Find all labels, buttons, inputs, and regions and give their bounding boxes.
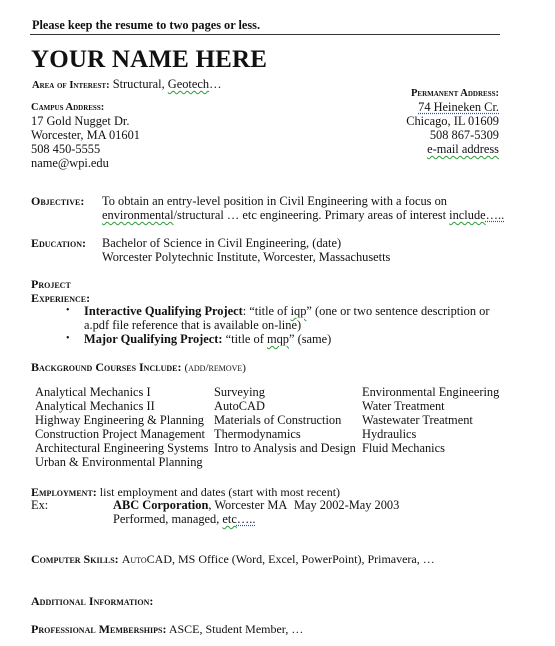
memberships-value: ASCE, Student Member, … — [168, 622, 304, 636]
bullet-iqp: • — [66, 305, 70, 316]
campus-email: name@wpi.edu — [31, 156, 109, 170]
campus-line2: Worcester, MA 01601 — [31, 128, 140, 142]
area-of-interest — [32, 77, 221, 92]
course-item: Highway Engineering & Planning — [35, 413, 204, 427]
interest-value-pre: Structural, — [112, 77, 168, 91]
computer-skills-label: Computer Skills: — [31, 552, 119, 566]
campus-phone: 508 450-5555 — [31, 142, 101, 156]
experience-label: Experience: — [31, 291, 91, 305]
employment-dates: May 2002-May 2003 — [294, 498, 400, 512]
computer-skills — [31, 552, 435, 567]
header-divider — [30, 34, 500, 35]
iqp-title: Interactive Qualifying Project — [84, 304, 243, 318]
iqp-line1 — [84, 304, 489, 318]
iqp-abbrev: iqp — [290, 304, 307, 318]
computer-skills-autocad: AutoCAD — [121, 552, 172, 566]
employment-job — [113, 498, 287, 512]
mqp-text-a: “title of — [222, 332, 267, 346]
employment-duties-ellipsis: ….. — [236, 512, 256, 526]
course-item: Surveying — [214, 385, 265, 399]
objective-ellipsis: ….. — [485, 208, 505, 222]
permanent-address-label: Permanent Address: — [411, 88, 499, 99]
course-item: Architectural Engineering Systems — [35, 441, 209, 455]
permanent-email: e-mail address — [427, 142, 499, 156]
courses-column-1 — [35, 385, 208, 469]
education-line2: Worcester Polytechnic Institute, Worcester, Massachusetts — [102, 250, 391, 264]
course-item: Analytical Mechanics II — [35, 399, 155, 413]
employment-duties — [113, 512, 255, 526]
bullet-mqp: • — [66, 333, 70, 344]
memberships-label: Professional Memberships: — [31, 622, 167, 636]
additional-info-label: Additional Information: — [31, 594, 154, 608]
course-item: Hydraulics — [362, 427, 417, 441]
objective-environmental: environmental — [102, 208, 174, 222]
courses-column-3 — [362, 385, 499, 455]
employment-intro: list employment and dates (start with most recent) — [99, 485, 341, 499]
objective-line2-mid: /structural … etc engineering. Primary areas of interest — [173, 208, 450, 222]
course-item: Urban & Environmental Planning — [35, 455, 203, 469]
permanent-line1: 74 Heineken Cr. — [418, 100, 499, 114]
campus-address-label: Campus Address: — [31, 102, 105, 113]
campus-line1: 17 Gold Nugget Dr. — [31, 114, 130, 128]
education-line1: Bachelor of Science in Civil Engineering, (date) — [102, 236, 342, 250]
mqp-line — [84, 332, 331, 346]
courses-column-2 — [214, 385, 356, 455]
iqp-line2: a.pdf file reference that is available on-line) — [84, 318, 302, 332]
permanent-line2: Chicago, IL 01609 — [406, 114, 499, 128]
objective-line2 — [102, 208, 504, 222]
course-item: Analytical Mechanics I — [35, 385, 151, 399]
course-item: Thermodynamics — [214, 427, 301, 441]
mqp-title: Major Qualifying Project: — [84, 332, 223, 346]
interest-label: Area of Interest: — [32, 80, 110, 91]
permanent-phone: 508 867-5309 — [429, 128, 499, 142]
course-item: Environmental Engineering — [362, 385, 500, 399]
courses-heading — [31, 360, 246, 375]
employment-duties-etc: etc — [222, 512, 237, 526]
mqp-abbrev: mqp — [266, 332, 289, 346]
employment-location: , Worcester MA — [208, 498, 288, 512]
computer-skills-value: , MS Office (Word, Excel, PowerPoint), Primavera, … — [172, 552, 435, 566]
employment-ex: Ex: — [31, 498, 49, 512]
page-note: Please keep the resume to two pages or less. — [32, 18, 261, 32]
course-item: AutoCAD — [214, 399, 265, 413]
objective-include: include — [449, 208, 486, 222]
course-item: Wastewater Treatment — [362, 413, 473, 427]
courses-sublabel: (add/remove) — [184, 362, 246, 374]
iqp-text-b: ” (one or two sentence description or — [306, 304, 490, 318]
courses-label: Background Courses Include: — [31, 360, 182, 374]
objective-label: Objective: — [31, 194, 85, 208]
course-item: Materials of Construction — [214, 413, 342, 427]
course-item: Construction Project Management — [35, 427, 205, 441]
project-label: Project — [31, 277, 71, 291]
course-item: Water Treatment — [362, 399, 445, 413]
education-label: Education: — [31, 236, 86, 250]
resume-name: YOUR NAME HERE — [31, 46, 268, 73]
employment-label: Employment: — [31, 485, 97, 499]
interest-value-post: … — [209, 77, 222, 91]
course-item: Intro to Analysis and Design — [214, 441, 356, 455]
iqp-text-a: : “title of — [242, 304, 291, 318]
mqp-text-b: ” (same) — [288, 332, 332, 346]
employment-company: ABC Corporation — [113, 498, 209, 512]
objective-line1: To obtain an entry-level position in Civil Engineering with a focus on — [102, 194, 447, 208]
professional-memberships — [31, 622, 303, 637]
employment-duties-text: Performed, managed, — [113, 512, 223, 526]
interest-value-geotech: Geotech — [167, 77, 210, 91]
course-item: Fluid Mechanics — [362, 441, 445, 455]
